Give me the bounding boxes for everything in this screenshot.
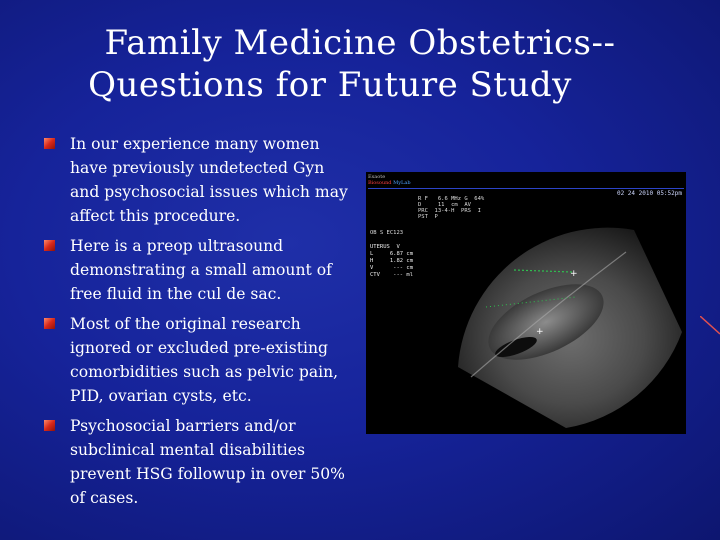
caliper-mark: + <box>570 269 578 279</box>
ultrasound-image <box>366 172 686 434</box>
slide-title <box>0 22 720 106</box>
caliper-mark: + <box>536 327 544 337</box>
title-line-1: Family Medicine Obstetrics-- <box>104 23 616 63</box>
bullet-item: In our experience many women have previously undetected Gyn and psychosocial issues which may affect this procedure. <box>44 132 354 228</box>
title-line-2: Questions for Future Study <box>88 65 572 105</box>
bullet-item: Most of the original research ignored or excluded pre-existing comorbidities such as pelvic pain, PID, ovarian cysts, etc. <box>44 312 354 408</box>
bullet-item: Here is a preop ultrasound demonstrating a small amount of free fluid in the cul de sac. <box>44 234 354 306</box>
bullet-square-icon <box>44 240 55 251</box>
bullet-square-icon <box>44 318 55 329</box>
ultrasound-brand: Esaote Biosound MyLab <box>368 174 411 186</box>
slide-decoration <box>700 316 720 338</box>
bullet-square-icon <box>44 138 55 149</box>
ultrasound-datetime: 02 24 2010 05:52pm <box>616 190 682 197</box>
ultrasound-params: R F 6.6 MHz G 64% D 11 cm AV PRC 13-4-H PRS I PST P <box>418 196 485 220</box>
bullet-square-icon <box>44 420 55 431</box>
bullet-list <box>44 132 354 516</box>
ultrasound-scan <box>366 172 686 434</box>
ultrasound-probe: OB S EC123 <box>370 230 404 236</box>
bullet-item: Psychosocial barriers and/or subclinical mental disabilities prevent HSG followup in over 50% of cases. <box>44 414 354 510</box>
ultrasound-measurements: UTERUS V L 6.87 cm H 1.82 cm V --- cm CTV --- ml <box>370 244 414 278</box>
